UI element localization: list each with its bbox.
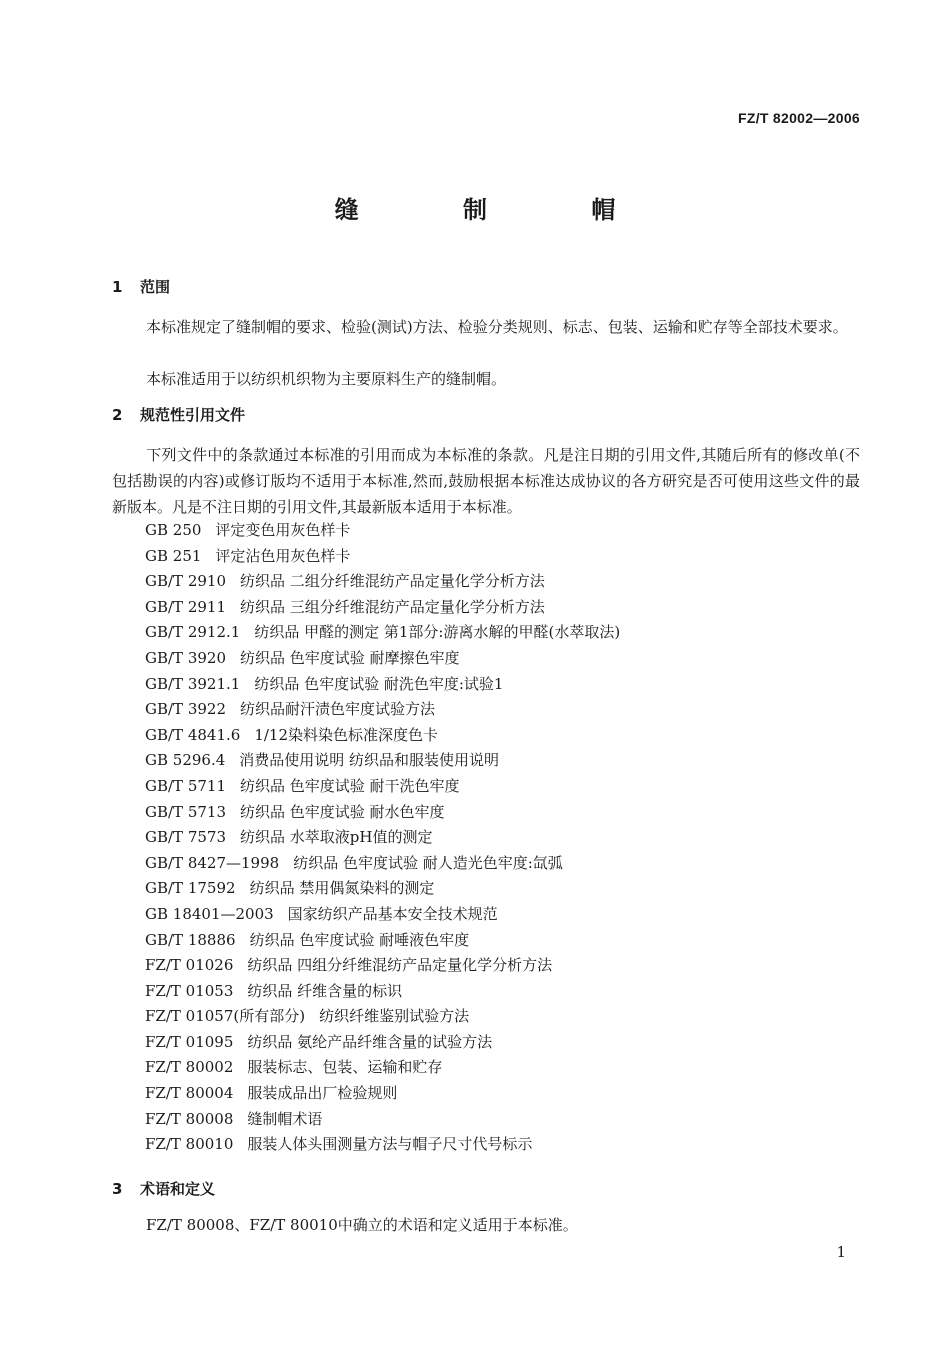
reference-title: 纺织品 氨纶产品纤维含量的试验方法 — [247, 1032, 493, 1051]
reference-title: 服装成品出厂检验规则 — [247, 1084, 398, 1103]
reference-code: GB/T 17592 — [145, 879, 236, 898]
reference-code: FZ/T 01095 — [145, 1032, 234, 1051]
scope-paragraph-1: 本标准规定了缝制帽的要求、检验(测试)方法、检验分类规则、标志、包装、运输和贮存等全部技术要求。 — [146, 318, 848, 336]
reference-title: 纺织品 甲醛的测定 第1部分:游离水解的甲醛(水萃取法) — [254, 623, 621, 642]
reference-title: 纺织品 色牢度试验 耐摩擦色牢度 — [240, 648, 460, 667]
reference-title: 缝制帽术语 — [247, 1109, 323, 1128]
normative-refs-intro: 下列文件中的条款通过本标准的引用而成为本标准的条款。凡是注日期的引用文件,其随后所有的修改单(不包括勘误的内容)或修订版均不适用于本标准,然而,鼓励根据本标准达成协议的各方研究是否可使用这些文件的最新版本。凡是不注日期的引用文件,其最新版本适用于本标准。 — [112, 446, 860, 516]
reference-title: 纺织品 色牢度试验 耐洗色牢度:试验1 — [254, 674, 504, 693]
reference-code: GB 5296.4 — [145, 751, 226, 770]
reference-code: GB/T 2912.1 — [145, 623, 241, 642]
reference-title: 评定沾色用灰色样卡 — [215, 546, 351, 565]
reference-item — [145, 569, 620, 595]
reference-code: GB/T 5711 — [145, 776, 227, 795]
reference-title: 纺织品 色牢度试验 耐水色牢度 — [240, 802, 445, 821]
section-title: 规范性引用文件 — [140, 406, 246, 424]
page-number: 1 — [836, 1243, 846, 1261]
reference-item — [145, 697, 620, 723]
standard-code: FZ/T 82002—2006 — [737, 110, 860, 126]
reference-code: FZ/T 01026 — [145, 956, 234, 975]
section-number: 3 — [112, 1180, 123, 1198]
reference-title: 服装人体头围测量方法与帽子尺寸代号标示 — [247, 1135, 533, 1154]
reference-code: GB 251 — [145, 546, 202, 565]
reference-item — [145, 800, 620, 826]
reference-code: GB/T 3920 — [145, 648, 227, 667]
section-title: 术语和定义 — [140, 1180, 216, 1198]
reference-code: GB/T 2910 — [145, 572, 227, 591]
reference-item — [145, 876, 620, 902]
reference-title: 纺织品 色牢度试验 耐人造光色牢度:氙弧 — [293, 853, 563, 872]
section-number: 1 — [112, 278, 123, 296]
reference-item — [145, 518, 620, 544]
reference-item — [145, 851, 620, 877]
reference-item — [145, 723, 620, 749]
reference-code: GB/T 3922 — [145, 700, 227, 719]
reference-item — [145, 1004, 620, 1030]
reference-item — [145, 672, 620, 698]
reference-code: GB/T 7573 — [145, 828, 227, 847]
reference-title: 国家纺织产品基本安全技术规范 — [287, 904, 498, 923]
reference-code: FZ/T 01053 — [145, 981, 234, 1000]
section-title: 范围 — [140, 278, 171, 296]
reference-item — [145, 953, 620, 979]
reference-title: 纺织品 四组分纤维混纺产品定量化学分析方法 — [247, 956, 553, 975]
reference-title: 纺织品 二组分纤维混纺产品定量化学分析方法 — [240, 572, 545, 591]
reference-list — [145, 518, 620, 1158]
section-heading-scope — [112, 276, 170, 297]
reference-code: FZ/T 80010 — [145, 1135, 234, 1154]
reference-code: FZ/T 80002 — [145, 1058, 234, 1077]
reference-item — [145, 1132, 620, 1158]
reference-code: GB/T 5713 — [145, 802, 227, 821]
reference-title: 纺织品耐汗渍色牢度试验方法 — [240, 700, 436, 719]
section-heading-normative-refs — [112, 404, 245, 425]
reference-title: 纺织品 水萃取液pH值的测定 — [240, 828, 433, 847]
reference-item — [145, 1030, 620, 1056]
reference-title: 评定变色用灰色样卡 — [215, 521, 351, 539]
scope-paragraph-2: 本标准适用于以纺织机织物为主要原料生产的缝制帽。 — [146, 370, 507, 388]
reference-title: 纺织品 色牢度试验 耐唾液色牢度 — [249, 930, 470, 949]
reference-code: GB/T 8427—1998 — [145, 853, 280, 872]
reference-item — [145, 902, 620, 928]
reference-item — [145, 748, 620, 774]
reference-title: 纺织品 三组分纤维混纺产品定量化学分析方法 — [240, 597, 545, 616]
reference-title: 纺织品 纤维含量的标识 — [247, 981, 403, 1000]
reference-item — [145, 774, 620, 800]
reference-item — [145, 646, 620, 672]
reference-code: GB/T 4841.6 — [145, 725, 241, 744]
reference-item — [145, 1055, 620, 1081]
reference-title: 服装标志、包装、运输和贮存 — [247, 1058, 443, 1077]
reference-code: GB/T 3921.1 — [145, 674, 241, 693]
reference-item — [145, 1081, 620, 1107]
reference-item — [145, 595, 620, 621]
reference-code: GB 250 — [145, 521, 202, 539]
reference-code: GB/T 18886 — [145, 930, 236, 949]
reference-item — [145, 1107, 620, 1133]
reference-item — [145, 544, 620, 570]
reference-item — [145, 620, 620, 646]
reference-title: 纺织品 色牢度试验 耐干洗色牢度 — [240, 776, 460, 795]
reference-title: 1/12染料染色标准深度色卡 — [254, 725, 439, 744]
section-number: 2 — [112, 406, 123, 424]
reference-title: 纺织纤维鉴别试验方法 — [319, 1007, 470, 1026]
reference-title: 消费品使用说明 纺织品和服装使用说明 — [239, 751, 500, 770]
document-title: 缝 制 帽 — [334, 196, 664, 224]
section-heading-terms — [112, 1178, 215, 1199]
reference-code: GB/T 2911 — [145, 597, 227, 616]
reference-code: FZ/T 80008 — [145, 1109, 234, 1128]
reference-item — [145, 825, 620, 851]
reference-code: FZ/T 80004 — [145, 1084, 234, 1103]
reference-title: 纺织品 禁用偶氮染料的测定 — [249, 879, 435, 898]
reference-code: FZ/T 01057(所有部分) — [145, 1007, 306, 1026]
terms-paragraph: FZ/T 80008、FZ/T 80010中确立的术语和定义适用于本标准。 — [146, 1216, 578, 1234]
reference-item — [145, 928, 620, 954]
reference-code: GB 18401—2003 — [145, 904, 274, 923]
reference-item — [145, 979, 620, 1005]
